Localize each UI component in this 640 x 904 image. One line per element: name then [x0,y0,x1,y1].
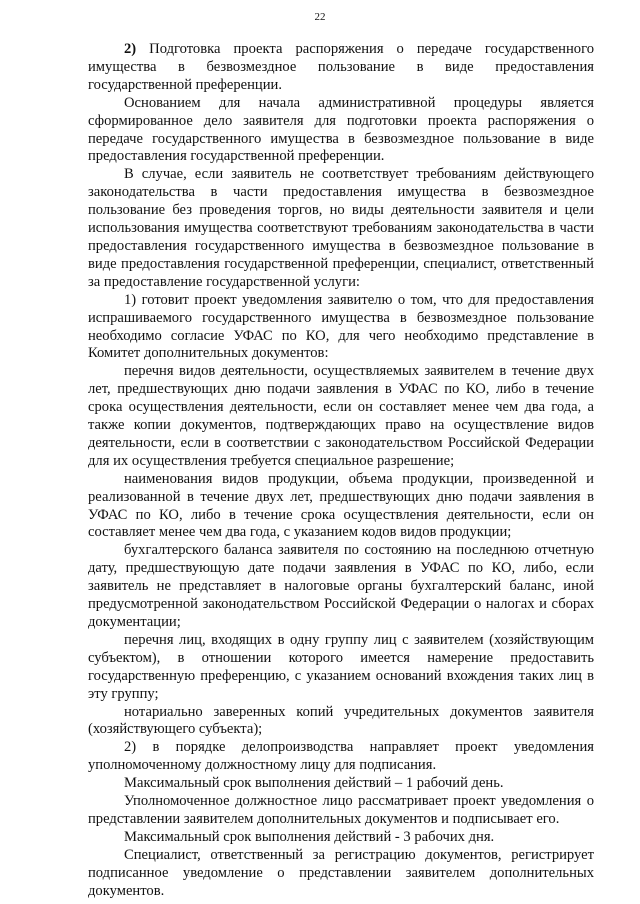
list-item-balance: бухгалтерского баланса заявителя по состоянию на последнюю отчетную дату, предшествующую дате подачи заявления в УФАС по КО, либо, если заявитель не представляет в налоговые органы бухгалтерский баланс, иной предусмотренной законодательством Российской Федерации о налогах и сборах документации; [88,542,594,630]
list-item-activities: перечня видов деятельности, осуществляемых заявителем в течение двух лет, предшествующих дню подачи заявления в УФАС по КО, либо в течение срока осуществления деятельности, если он составляет менее чем два года, а также копии документов, подтверждающих право на осуществление видов деятельности, если в соответствии с законодательством Российской Федерации для их осуществления требуется специальное разрешение; [88,363,594,469]
paragraph-deadline-2: Максимальный срок выполнения действий - 3 рабочих дня. [124,828,495,845]
list-item-products: наименования видов продукции, объема продукции, произведенной и реализованной в течение двух лет, предшествующих дню подачи заявления в УФАС по КО, либо в течение срока осуществления деятельности, если он составляет менее чем два года, с указанием кодов видов продукции; [88,470,594,541]
page-number: 22 [314,11,326,23]
paragraph-deadline-1: Максимальный срок выполнения действий – 1 рабочий день. [124,775,504,792]
section-number: 2) [124,41,137,57]
paragraph-case: В случае, если заявитель не соответствует требованиям действующего законодательства в части предоставления имущества в безвозмездное пользование без проведения торгов, но виды деятельности заявителя и цели использования имущества соответствуют требованиям законодательства в части предоставления государственного имущества в безвозмездное пользование в виде предоставления государственной преференции, специалист, ответственный за предоставление государственной услуги: [88,166,594,290]
paragraph-basis: Основанием для начала административной процедуры является сформированное дело заявителя для подготовки проекта распоряжения о передаче государственного имущества в безвозмездное пользование в виде предоставления государственной преференции. [88,94,594,165]
paragraph-step-2: 2) в порядке делопроизводства направляет проект уведомления уполномоченному должностному лицу для подписания. [88,739,594,774]
section-title: Подготовка проекта распоряжения о передаче государственного имущества в безвозмездное пользование в виде предоставления государственной преференции. [88,41,594,93]
document-body [88,41,594,901]
paragraph-step-1: 1) готовит проект уведомления заявителю о том, что для предоставления испрашиваемого государственного имущества в безвозмездное пользование необходимо согласие УФАС по КО, для чего необходимо представление в Комитет дополнительных документов: [88,291,594,362]
paragraph-registration: Специалист, ответственный за регистрацию документов, регистрирует подписанное уведомление о представлении заявителем дополнительных документов. [88,846,594,899]
section-heading [88,41,594,95]
paragraph-signing: Уполномоченное должностное лицо рассматривает проект уведомления о представлении заявителем дополнительных документов и подписывает его. [88,793,594,827]
list-item-charter: нотариально заверенных копий учредительных документов заявителя (хозяйствующего субъекта); [88,703,594,738]
list-item-group: перечня лиц, входящих в одну группу лиц с заявителем (хозяйствующим субъектом), в отношении которого имеется намерение предоставить государственную преференцию, с указанием оснований вхождения таких лиц в эту группу; [88,631,594,702]
